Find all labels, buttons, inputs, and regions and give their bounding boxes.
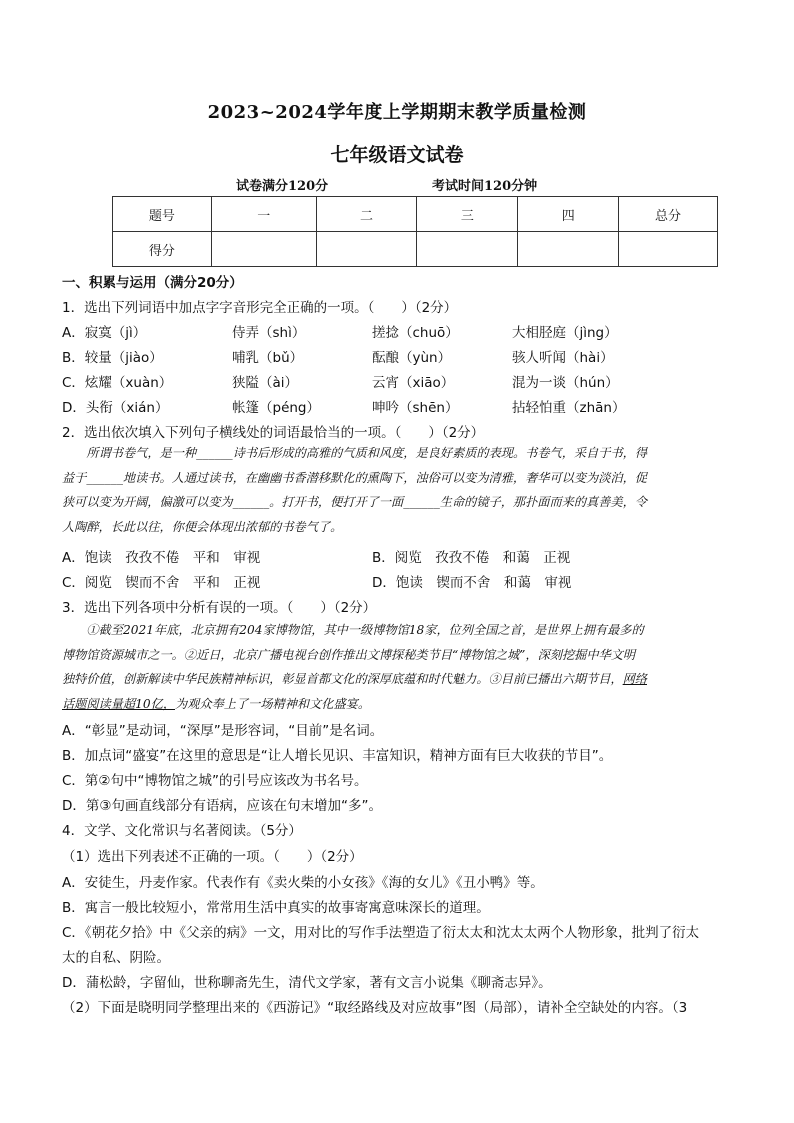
q3-option-c: C．第②句中“博物馆之城”的引号应该改为书名号。 [62, 773, 368, 789]
question-2-stem: 2．选出依次填入下列句子横线处的词语最恰当的一项。（ ）（2分） [62, 425, 485, 441]
passage-line [62, 667, 730, 692]
underlined-text: 话题阅读量超10亿， [62, 696, 176, 711]
underlined-text: 网络 [622, 672, 647, 686]
passage-line: 人陶醉，长此以往，你便会体现出浓郁的书卷气了。 [62, 519, 343, 534]
q3-passage [62, 618, 730, 716]
q1-option-c1: C．炫耀（xuàn） [62, 375, 173, 391]
score-table [112, 196, 718, 267]
q4-option-a: A．安徒生，丹麦作家。代表作有《卖火柴的小女孩》《海的女儿》《丑小鸭》等。 [62, 875, 544, 891]
table-cell: 总分 [619, 197, 718, 232]
table-cell: 三 [417, 197, 518, 232]
q1-option-d3: 呻吟（shēn） [372, 400, 459, 416]
score-input-cell[interactable] [619, 232, 718, 267]
q4-option-b: B．寓言一般比较短小，常常用生活中真实的故事寄寓意味深长的道理。 [62, 900, 490, 916]
table-cell: 四 [518, 197, 619, 232]
q3-option-a: A．“彰显”是动词，“深厚”是形容词，“目前”是名词。 [62, 723, 384, 739]
table-cell: 一 [211, 197, 316, 232]
q1-option-b4: 骇人听闻（hài） [512, 350, 614, 366]
passage-line: 所谓书卷气，是一种______诗书后形成的高雅的气质和风度，是良好素质的表现。书卷气，采自于书，得 [86, 446, 648, 460]
table-cell: 题号 [113, 197, 212, 232]
q1-option-d2: 帐篷（péng） [232, 400, 321, 416]
question-1-stem: 1．选出下列词语中加点字字音形完全正确的一项。（ ）（2分） [62, 300, 458, 316]
table-row [113, 197, 718, 232]
q1-option-b1: B．较量（jiào） [62, 350, 163, 366]
q2-option-b: B．阅览 孜孜不倦 和蔼 正视 [372, 550, 571, 566]
exam-subtitle: 七年级语文试卷 [330, 144, 464, 166]
q4-option-d: D．蒲松龄，字留仙，世称聊斋先生，清代文学家，著有文言小说集《聊斋志异》。 [62, 975, 552, 991]
exam-title: 2023~2024学年度上学期期末教学质量检测 [207, 102, 587, 123]
table-cell: 得分 [113, 232, 212, 267]
q2-option-a: A．饱读 孜孜不倦 平和 审视 [62, 550, 261, 566]
q1-option-b3: 酝酿（yùn） [372, 350, 452, 366]
q3-option-d: D．第③句画直线部分有语病，应该在句末增加“多”。 [62, 798, 382, 814]
passage-text: 独特价值，创新解读中华民族精神标识，彰显首都文化的深厚底蕴和时代魅力。③目前已播出六期节目， [62, 672, 623, 686]
passage-line: ①截至2021年底，北京拥有204家博物馆，其中一级博物馆18家，位列全国之首，是世界上拥有最多的 [86, 623, 644, 637]
q2-passage [62, 441, 730, 539]
table-cell: 二 [316, 197, 417, 232]
q1-option-a4: 大相胫庭（jìng） [512, 325, 618, 341]
q2-option-c: C．阅览 锲而不舍 平和 正视 [62, 575, 261, 591]
q3-option-b: B．加点词“盛宴”在这里的意思是“让人增长见识、丰富知识，精神方面有巨大收获的节目”。 [62, 748, 613, 764]
table-row [113, 232, 718, 267]
q1-option-c3: 云宵（xiāo） [372, 375, 455, 391]
q4-sub2: （2）下面是晓明同学整理出来的《西游记》“取经路线及对应故事”图（局部），请补全空缺处的内容。（3 [62, 1000, 688, 1016]
q4-option-c: C．《朝花夕拾》中《父亲的病》一文，用对比的写作手法塑造了衍太太和沈太太两个人物形象，批判了衍太 [62, 925, 700, 941]
q1-option-c4: 混为一谈（hún） [512, 375, 619, 391]
q1-option-d1: D．头衔（xián） [62, 400, 169, 416]
passage-line: 狭可以变为开阔，偏激可以变为______。打开书，便打开了一面______生命的镜子，那扑面而来的真善美，令 [62, 495, 647, 509]
q1-option-b2: 哺乳（bǔ） [232, 350, 304, 366]
q1-option-a2: 侍弄（shì） [232, 325, 306, 341]
question-4-stem: 4．文学、文化常识与名著阅读。（5分） [62, 823, 302, 839]
q1-option-a3: 搓捻（chuō） [372, 325, 459, 341]
q4-sub1: （1）选出下列表述不正确的一项。（ ）（2分） [62, 849, 363, 865]
q1-option-a1: A．寂寞（jì） [62, 325, 147, 341]
full-score-label: 试卷满分120分 [236, 179, 329, 194]
section-heading: 一、积累与运用（满分20分） [62, 275, 243, 291]
passage-line: 博物馆资源城市之一。②近日，北京广播电视台创作推出文博探秘类节目“博物馆之城”，深刻挖掘中华文明 [62, 647, 636, 662]
q1-option-d4: 拈轻怕重（zhān） [512, 400, 626, 416]
score-input-cell[interactable] [316, 232, 417, 267]
q1-option-c2: 狭隘（ài） [232, 375, 299, 391]
question-3-stem: 3．选出下列各项中分析有误的一项。（ ）（2分） [62, 600, 377, 616]
score-input-cell[interactable] [518, 232, 619, 267]
passage-line: 益于______地读书。人通过读书，在幽幽书香潜移默化的熏陶下，浊俗可以变为清雅，奢华可以变为淡泊，促 [62, 470, 647, 485]
q2-option-d: D．饱读 锲而不舍 和蔼 审视 [372, 575, 572, 591]
q4-option-c-cont: 太的自私、阴险。 [62, 950, 170, 966]
passage-line [62, 692, 730, 717]
passage-text: 为观众奉上了一场精神和文化盛宴。 [175, 696, 371, 711]
score-input-cell[interactable] [417, 232, 518, 267]
score-input-cell[interactable] [211, 232, 316, 267]
exam-time-label: 考试时间120分钟 [432, 179, 538, 194]
